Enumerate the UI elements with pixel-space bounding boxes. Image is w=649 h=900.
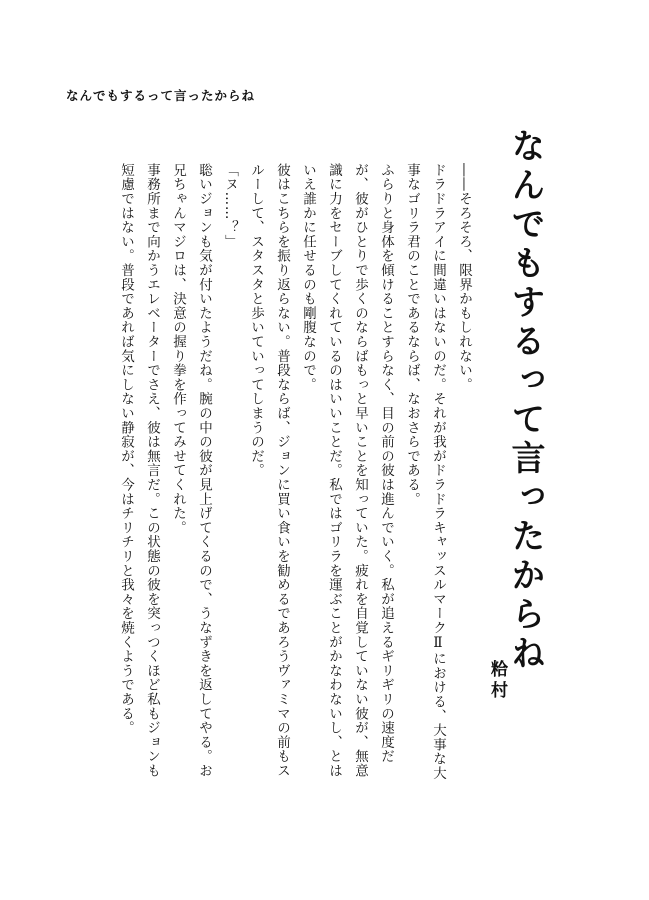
running-header: なんでもするって言ったからね bbox=[66, 88, 256, 103]
paragraph: 聡いジョンも気が付いたようだね。腕の中の彼が見上げてくるので、うなずきを返してやる。お兄ちゃんマジロは、決意の握り拳を作ってみせてくれた。 bbox=[170, 163, 212, 778]
story-body bbox=[57, 163, 477, 783]
paragraph: ふらりと身体を傾けることすらなく、目の前の彼は進んでいく。私が追えるギリギリの速度だが、彼がひとりで歩くのならばもっと早いことを知っていた。疲れを自覚していない彼が、無意識に力をセーブしてくれているのはいいことだ。私ではゴリラを運ぶことがかなわないし、とはいえ誰かに任せるのも剛腹なので。 bbox=[300, 163, 394, 778]
paragraph: 「ヌ……？」 bbox=[222, 163, 238, 249]
paragraph: 事務所まで向かうエレベーターでさえ、彼は無言だ。この状態の彼を突っつくほど私もジョンも短慮ではない。普段であれば気にしない静寂が、今はチリチリと我々を焼くようである。 bbox=[118, 163, 160, 778]
author-name: 粭村 bbox=[487, 660, 507, 702]
story-title: なんでもするって言ったからね bbox=[505, 128, 545, 674]
paragraph: ドラドラアイに間違いはないのだ。それが我がドラドラキャッスルマークⅡにおける、大事な大事なゴリラ君のことであるならば、なおさらである。 bbox=[404, 163, 446, 781]
paragraph: 彼はこちらを振り返らない。普段ならば、ジョンに買い食いを勧めるであろうヴァミマの前もスルーして、スタスタと歩いていってしまうのだ。 bbox=[248, 163, 290, 778]
paragraph: ――そろそろ、限界かもしれない。 bbox=[456, 163, 472, 392]
